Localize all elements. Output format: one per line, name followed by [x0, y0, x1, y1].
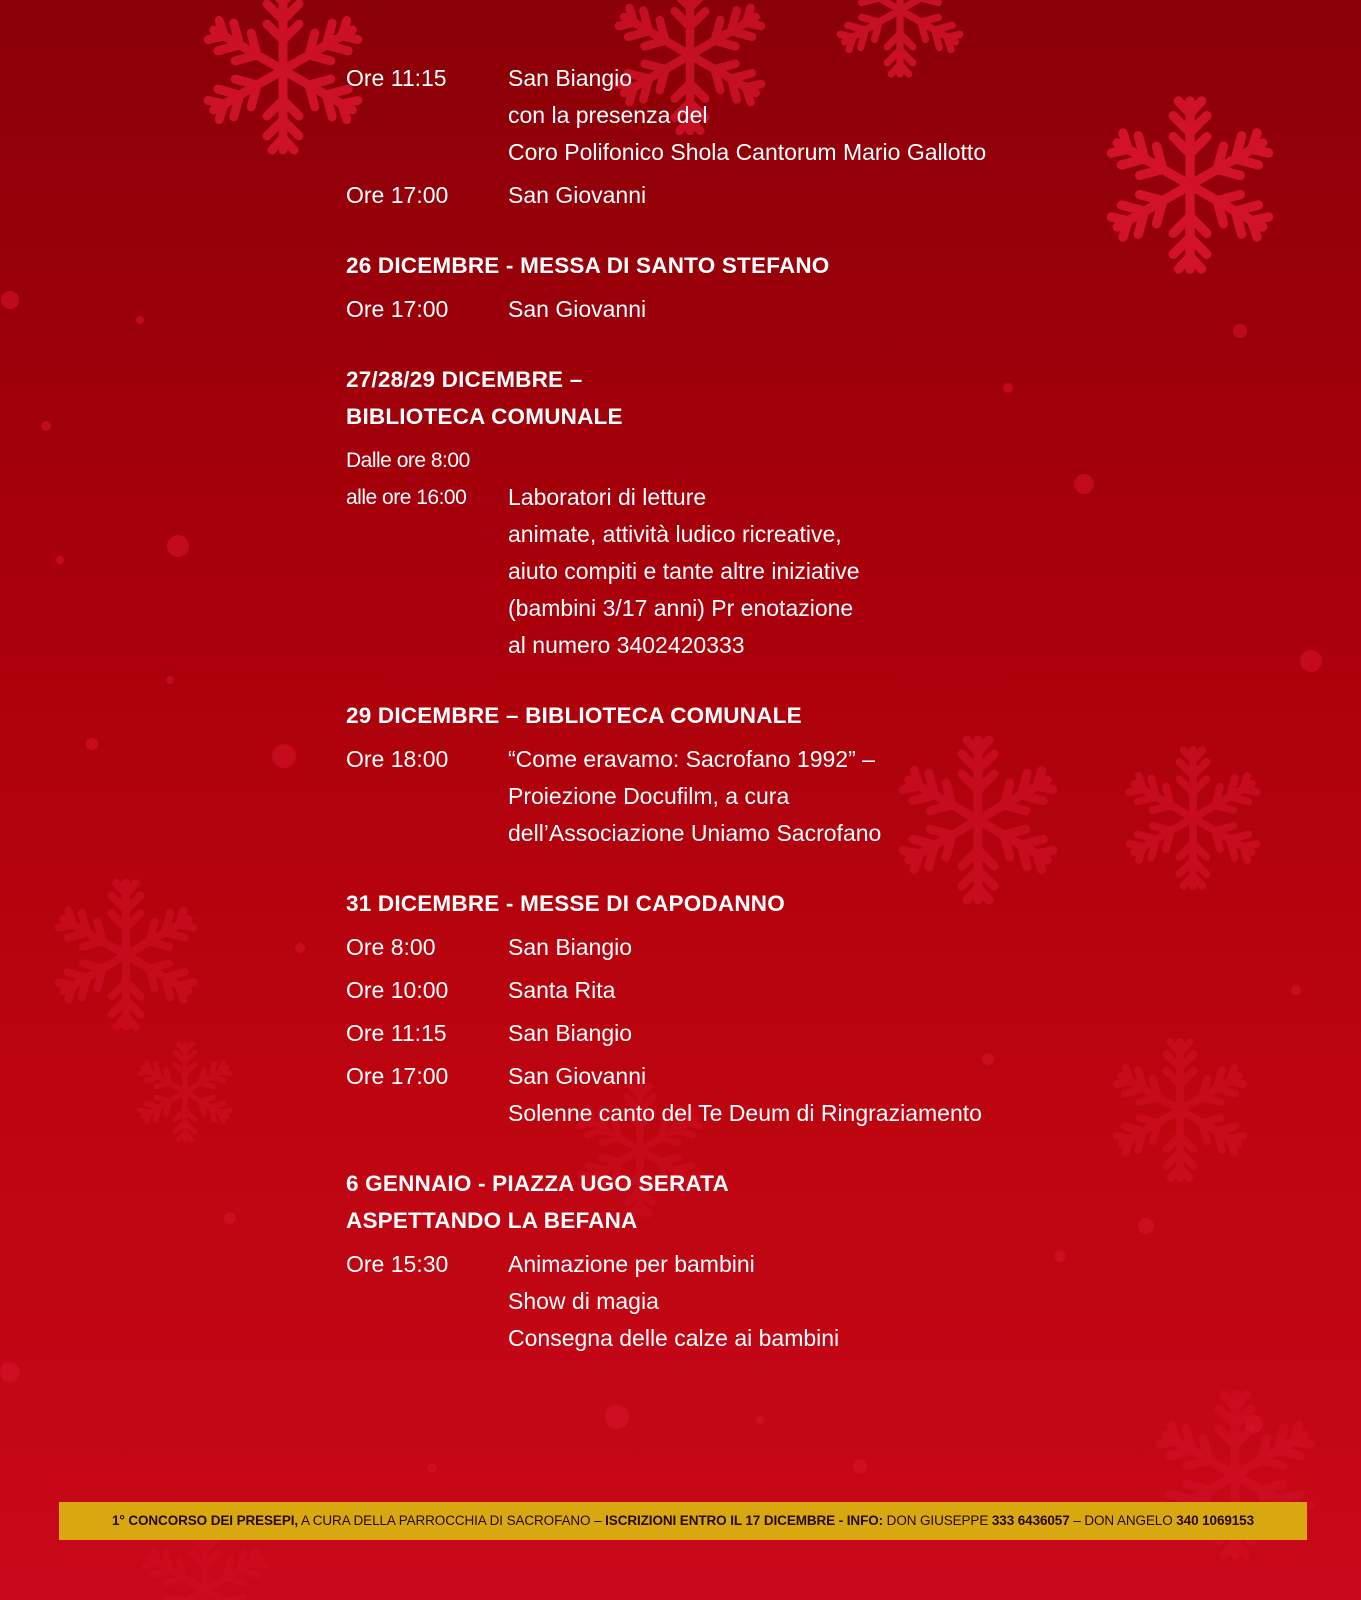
description-line: San Biangio: [508, 934, 633, 960]
entry-description: [508, 291, 646, 328]
description-line: San Giovanni: [508, 296, 647, 322]
entry-time: Dalle ore 8:00: [346, 449, 470, 472]
section-biblioteca-29: [346, 697, 1166, 852]
description-line: San Biangio: [508, 1020, 633, 1046]
section-heading: [346, 247, 1166, 284]
description-line: al numero 3402420333: [508, 632, 745, 658]
entry-description: [508, 1015, 632, 1052]
schedule-entry: [346, 291, 1166, 328]
description-line: Consegna delle calze ai bambini: [508, 1325, 840, 1351]
footer-contact-name: – DON ANGELO: [1069, 1513, 1177, 1528]
event-program: [346, 60, 1166, 1390]
schedule-entry: [346, 1246, 1166, 1357]
footer-contact-phone: 333 6436057: [991, 1513, 1070, 1528]
section-santo-stefano: [346, 247, 1166, 328]
schedule-entry: [346, 929, 1166, 966]
entry-description: [508, 177, 646, 214]
description-line: dell’Associazione Uniamo Sacrofano: [508, 820, 882, 846]
entry-description: [508, 972, 615, 1009]
heading-line: 29 DICEMBRE – BIBLIOTECA COMUNALE: [346, 703, 802, 728]
entry-time: Ore 17:00: [346, 182, 449, 208]
description-line: “Come eravamo: Sacrofano 1992” –: [508, 746, 875, 772]
heading-line: 26 DICEMBRE - MESSA DI SANTO STEFANO: [346, 253, 830, 278]
footer-contact-name: DON GIUSEPPE: [883, 1513, 992, 1528]
description-line: San Giovanni: [508, 1063, 647, 1089]
description-line: Show di magia: [508, 1288, 659, 1314]
description-line: (bambini 3/17 anni) Pr enotazione: [508, 595, 854, 621]
description-line: Proiezione Docufilm, a cura: [508, 783, 790, 809]
entry-time: Ore 15:30: [346, 1251, 449, 1277]
description-line: Animazione per bambini: [508, 1251, 755, 1277]
entry-description: [508, 1058, 982, 1132]
section-christmas-day: [346, 60, 1166, 214]
entry-time: Ore 17:00: [346, 296, 449, 322]
entry-time: Ore 10:00: [346, 977, 449, 1003]
entry-description: [508, 1246, 839, 1357]
snowflake-icon: [139, 1044, 232, 1140]
schedule-entry: [346, 1058, 1166, 1132]
entry-time: Ore 17:00: [346, 1063, 449, 1089]
heading-line: BIBLIOTECA COMUNALE: [346, 404, 623, 429]
section-capodanno: [346, 885, 1166, 1132]
entry-time: Ore 18:00: [346, 746, 449, 772]
entry-description: [508, 60, 986, 171]
entry-time: Ore 11:15: [346, 1020, 447, 1046]
entry-description: [508, 741, 881, 852]
entry-time: Ore 11:15: [346, 65, 447, 91]
entry-time: alle ore 16:00: [346, 486, 467, 509]
footer-deadline: ISCRIZIONI ENTRO IL 17 DICEMBRE - INFO:: [605, 1513, 884, 1528]
section-heading: [346, 1165, 1166, 1239]
schedule-entry: [346, 177, 1166, 214]
description-line: Coro Polifonico Shola Cantorum Mario Gallotto: [508, 139, 987, 165]
description-line: animate, attività ludico ricreative,: [508, 521, 842, 547]
section-heading: [346, 697, 1166, 734]
footer-banner: [59, 1502, 1307, 1540]
schedule-entry: [346, 972, 1166, 1009]
footer-contest-title: 1° CONCORSO DEI PRESEPI,: [112, 1513, 299, 1528]
section-heading: [346, 885, 1166, 922]
schedule-entry: [346, 1015, 1166, 1052]
section-epifania: [346, 1165, 1166, 1357]
section-heading: [346, 361, 1166, 435]
schedule-entry: [346, 442, 1166, 479]
entry-time: Ore 8:00: [346, 934, 436, 960]
footer-organizer: A CURA DELLA PARROCCHIA DI SACROFANO –: [298, 1513, 606, 1528]
description-line: San Giovanni: [508, 182, 647, 208]
section-biblioteca-27-29: [346, 361, 1166, 664]
snowflake-icon: [56, 883, 195, 1027]
description-line: con la presenza del: [508, 102, 708, 128]
schedule-entry: [346, 479, 1166, 664]
footer-contact-phone: 340 1069153: [1176, 1513, 1254, 1528]
heading-line: ASPETTANDO LA BEFANA: [346, 1208, 638, 1233]
heading-line: 6 GENNAIO - PIAZZA UGO SERATA: [346, 1171, 729, 1196]
description-line: Laboratori di letture: [508, 484, 707, 510]
schedule-entry: [346, 741, 1166, 852]
description-line: San Biangio: [508, 65, 633, 91]
entry-description: [508, 929, 632, 966]
description-line: aiuto compiti e tante altre iniziative: [508, 558, 860, 584]
heading-line: 31 DICEMBRE - MESSE DI CAPODANNO: [346, 891, 785, 916]
schedule-entry: [346, 60, 1166, 171]
description-line: Santa Rita: [508, 977, 616, 1003]
description-line: Solenne canto del Te Deum di Ringraziamento: [508, 1100, 982, 1126]
heading-line: 27/28/29 DICEMBRE –: [346, 367, 583, 392]
snowflake-icon: [206, 0, 361, 150]
entry-description: [508, 479, 860, 664]
